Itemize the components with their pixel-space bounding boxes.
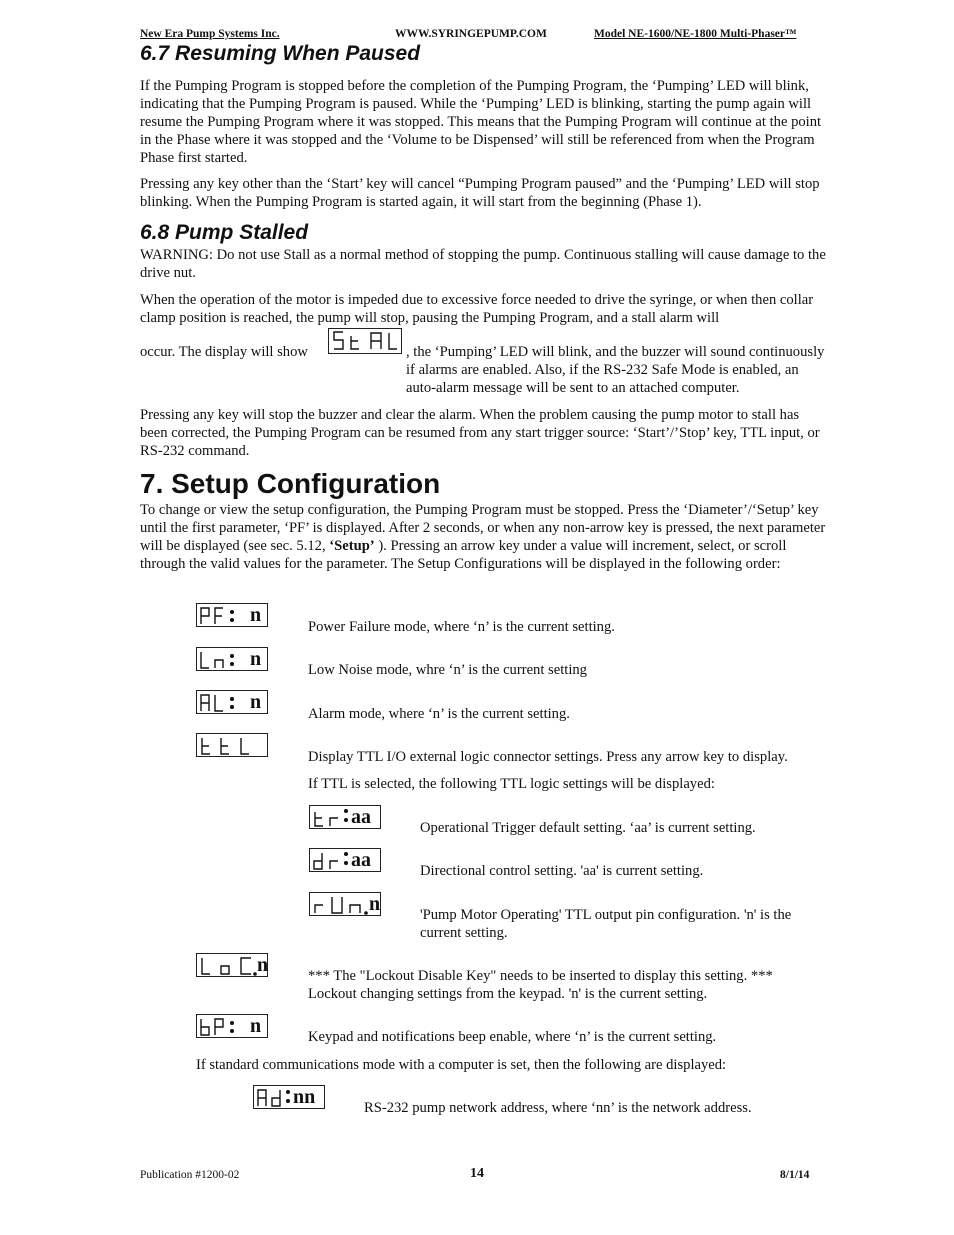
stall-resume-paragraph: Pressing any key will stop the buzzer and clear the alarm. When the problem causing the pump motor to stall has been corrected, the Pumping Program can be resumed from any start trigger source: ‘Start’/’Stop’ key, TTL input, or RS-232 command. bbox=[140, 407, 820, 459]
loc-description-line-1: *** The "Lockout Disable Key" needs to be inserted to display this setting. *** bbox=[308, 968, 773, 984]
lcd-al-value: n bbox=[250, 691, 262, 713]
lcd-pf bbox=[196, 603, 268, 627]
ttl-intro: If TTL is selected, the following TTL logic settings will be displayed: bbox=[308, 776, 715, 792]
setup-intro-paragraph bbox=[140, 501, 830, 573]
lcd-ln bbox=[196, 647, 268, 671]
lcd-loc-value: n bbox=[257, 954, 269, 976]
stall-lcd-display bbox=[328, 328, 402, 354]
lcd-dr bbox=[309, 848, 381, 872]
bp-description: Keypad and notifications beep enable, where ‘n’ is the current setting. bbox=[308, 1029, 717, 1045]
setup-intro-bold: ‘Setup’ bbox=[329, 538, 375, 554]
warning-paragraph: WARNING: Do not use Stall as a normal method of stopping the pump. Continuous stalling will cause damage to the drive nut. bbox=[140, 247, 826, 281]
section-7-title: 7. Setup Configuration bbox=[140, 468, 441, 499]
lcd-ad-value: nn bbox=[293, 1086, 316, 1108]
section-6-7-title: 6.7 Resuming When Paused bbox=[140, 42, 421, 65]
lcd-ad bbox=[253, 1085, 325, 1109]
lcd-bp bbox=[196, 1014, 268, 1038]
al-description: Alarm mode, where ‘n’ is the current setting. bbox=[308, 706, 570, 722]
lcd-tr-value: aa bbox=[351, 806, 371, 828]
stall-display-text-after-line: , the ‘Pumping’ LED will blink, and the buzzer will sound continuously if alarms are enabled. Also, if the RS-232 Safe Mode is enabled, an auto-alarm message will be sent to an attached computer. bbox=[406, 344, 825, 396]
lcd-ttl bbox=[196, 733, 268, 757]
stall-display-text-before: occur. The display will show bbox=[140, 344, 308, 360]
tr-description: Operational Trigger default setting. ‘aa’ is current setting. bbox=[420, 820, 756, 836]
lcd-al bbox=[196, 690, 268, 714]
lcd-run-value: n bbox=[369, 893, 381, 915]
stall-paragraph: When the operation of the motor is impeded due to excessive force needed to drive the syringe, or when then collar clamp position is reached, the pump will stop, pausing the Pumping Program, and a stall alarm will bbox=[140, 292, 814, 326]
footer-date: 8/1/14 bbox=[780, 1169, 810, 1181]
header-company: New Era Pump Systems Inc. bbox=[140, 28, 280, 40]
comm-intro: If standard communications mode with a computer is set, then the following are displayed: bbox=[196, 1057, 727, 1073]
dr-description: Directional control setting. 'aa' is current setting. bbox=[420, 863, 704, 879]
header-model: Model NE-1600/NE-1800 Multi-Phaser™ bbox=[594, 28, 797, 40]
footer-page-number: 14 bbox=[470, 1166, 484, 1181]
section-6-8-title: 6.8 Pump Stalled bbox=[140, 221, 309, 244]
footer-publication: Publication #1200-02 bbox=[140, 1169, 240, 1181]
section-6-7-paragraph-2: Pressing any key other than the ‘Start’ key will cancel “Pumping Program paused” and the ‘Pumping’ LED will stop blinking. When the Pumping Program is started again, it will start from the beginning (Phase 1). bbox=[140, 176, 820, 210]
section-6-7-paragraph-1: If the Pumping Program is stopped before the completion of the Pumping Program, the ‘Pumping’ LED will blink, indicating that the Pumping Program is paused. While the ‘Pumping’ LED is blinking, starting the pump again will resume the Pumping Program where it was stopped. This means that the Pumping Program will continue at the point in the Phase where it was stopped and the ‘Volume to be Dispensed’ will still be referenced from when the Program Phase first started. bbox=[140, 78, 822, 166]
lcd-loc bbox=[196, 953, 268, 977]
setup-intro-text-1: To change or view the setup configuration, the Pumping Program must be stopped. Press the ‘Diameter’/‘Setup’ key until the first parameter, ‘PF’ is displayed. After 2 seconds, or when any non-arrow key is pressed, the next parameter will be displayed (see sec. 5.12, bbox=[140, 502, 826, 554]
header-website: WWW.SYRINGEPUMP.COM bbox=[395, 28, 547, 40]
lcd-pf-value: n bbox=[250, 604, 262, 626]
ln-description: Low Noise mode, whre ‘n’ is the current setting bbox=[308, 662, 587, 678]
ttl-description: Display TTL I/O external logic connector settings. Press any arrow key to display. bbox=[308, 749, 788, 765]
stall-lcd-glyphs bbox=[329, 329, 401, 353]
ad-description: RS-232 pump network address, where ‘nn’ is the network address. bbox=[364, 1100, 752, 1116]
pf-description: Power Failure mode, where ‘n’ is the current setting. bbox=[308, 619, 615, 635]
lcd-ln-value: n bbox=[250, 648, 262, 670]
setup-intro-text-2: ). Pressing an arrow key under a value will increment, select, or scroll through the valid values for the parameter. The Setup Configurations will be displayed in the following order: bbox=[140, 538, 787, 572]
lcd-run bbox=[309, 892, 381, 916]
loc-description-line-2: Lockout changing settings from the keypad. 'n' is the current setting. bbox=[308, 986, 708, 1002]
lcd-bp-value: n bbox=[250, 1015, 262, 1037]
run-description: 'Pump Motor Operating' TTL output pin configuration. 'n' is the current setting. bbox=[420, 907, 792, 941]
lcd-dr-value: aa bbox=[351, 849, 371, 871]
lcd-tr bbox=[309, 805, 381, 829]
